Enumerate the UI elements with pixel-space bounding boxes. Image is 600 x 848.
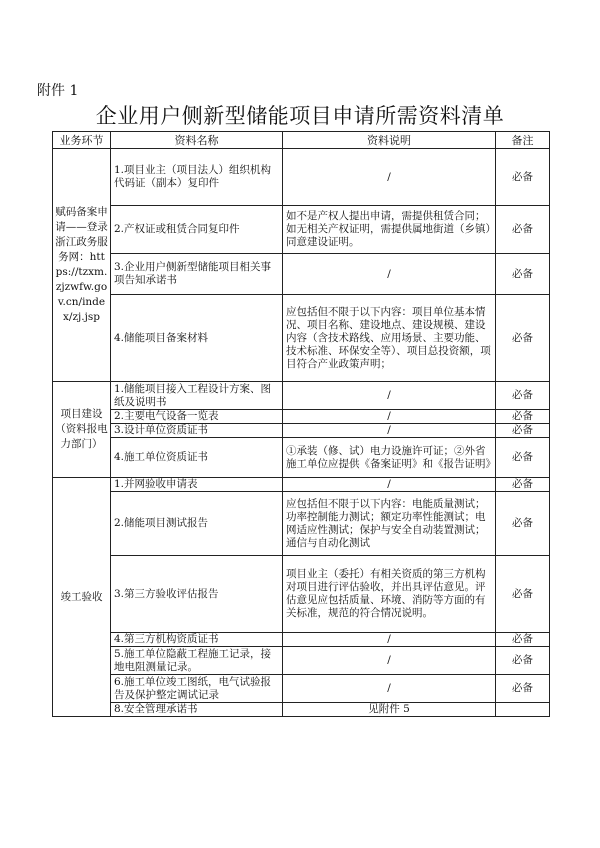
table-row	[53, 633, 550, 647]
stage-cell: 竣工验收	[53, 478, 111, 717]
material-note: 见附件 5	[283, 703, 496, 717]
table-row	[53, 254, 550, 295]
material-name: 6.施工单位竣工图纸，电气试验报告及保护整定调试记录	[111, 675, 283, 703]
remark-cell: 必备	[496, 556, 550, 633]
header-material-name: 资料名称	[111, 132, 283, 149]
remark-cell: 必备	[496, 478, 550, 492]
remark-cell: 必备	[496, 149, 550, 206]
remark-cell: 必备	[496, 206, 550, 254]
remark-cell: 必备	[496, 410, 550, 424]
material-note: /	[283, 424, 496, 438]
table-row	[53, 556, 550, 633]
material-note: /	[283, 675, 496, 703]
material-name: 1.并网验收申请表	[111, 478, 283, 492]
remark-cell	[496, 703, 550, 717]
table-row	[53, 382, 550, 410]
remark-cell: 必备	[496, 647, 550, 675]
table-header-row	[53, 132, 550, 149]
table-row	[53, 438, 550, 478]
material-name: 4.储能项目备案材料	[111, 295, 283, 382]
table-row	[53, 410, 550, 424]
table-row	[53, 206, 550, 254]
remark-cell: 必备	[496, 382, 550, 410]
material-note: /	[283, 647, 496, 675]
remark-cell: 必备	[496, 424, 550, 438]
table-row	[53, 492, 550, 556]
material-note: /	[283, 478, 496, 492]
header-stage: 业务环节	[53, 132, 111, 149]
material-note: /	[283, 149, 496, 206]
material-note: /	[283, 382, 496, 410]
table-row	[53, 675, 550, 703]
material-note: /	[283, 633, 496, 647]
material-name: 1.储能项目接入工程设计方案、图纸及说明书	[111, 382, 283, 410]
material-name: 4.施工单位资质证书	[111, 438, 283, 478]
header-material-note: 资料说明	[283, 132, 496, 149]
material-note: 如不是产权人提出申请，需提供租赁合同；如无相关产权证明，需提供属地街道（乡镇）同意建设证明。	[283, 206, 496, 254]
material-note: /	[283, 410, 496, 424]
material-name: 2.主要电气设备一览表	[111, 410, 283, 424]
document-title: 企业用户侧新型储能项目申请所需资料清单	[95, 104, 505, 128]
material-note: /	[283, 254, 496, 295]
material-name: 2.储能项目测试报告	[111, 492, 283, 556]
materials-table	[52, 131, 550, 717]
material-name: 4.第三方机构资质证书	[111, 633, 283, 647]
table-row	[53, 478, 550, 492]
material-name: 3.设计单位资质证书	[111, 424, 283, 438]
remark-cell: 必备	[496, 254, 550, 295]
table-row	[53, 424, 550, 438]
material-name: 2.产权证或租赁合同复印件	[111, 206, 283, 254]
table-row	[53, 647, 550, 675]
table-row	[53, 149, 550, 206]
remark-cell: 必备	[496, 492, 550, 556]
remark-cell: 必备	[496, 633, 550, 647]
stage-cell: 项目建设（资料报电力部门）	[53, 382, 111, 478]
stage-cell: 赋码备案申请——登录浙江政务服务网：https://tzxm.zjzwfw.gov.cn/index/zj.jsp	[53, 149, 111, 382]
material-note: 项目业主（委托）有相关资质的第三方机构对项目进行评估验收，并出具评估意见。评估意见应包括质量、环境、消防等方面的有关标准，规范的符合情况说明。	[283, 556, 496, 633]
material-note: 应包括但不限于以下内容：电能质量测试；功率控制能力测试；额定功率性能测试；电网适应性测试；保护与安全自动装置测试；通信与自动化测试	[283, 492, 496, 556]
material-note: ①承装（修、试）电力设施许可证；②外省施工单位应提供《备案证明》和《报告证明》	[283, 438, 496, 478]
table-row	[53, 295, 550, 382]
material-name: 1.项目业主（项目法人）组织机构代码证（副本）复印件	[111, 149, 283, 206]
material-name: 3.企业用户侧新型储能项目相关事项告知承诺书	[111, 254, 283, 295]
attachment-label: 附件 1	[37, 83, 79, 99]
header-remark: 备注	[496, 132, 550, 149]
remark-cell: 必备	[496, 675, 550, 703]
material-name: 8.安全管理承诺书	[111, 703, 283, 717]
material-name: 3.第三方验收评估报告	[111, 556, 283, 633]
remark-cell: 必备	[496, 295, 550, 382]
material-name: 5.施工单位隐蔽工程施工记录，接地电阻测量记录。	[111, 647, 283, 675]
remark-cell: 必备	[496, 438, 550, 478]
material-note: 应包括但不限于以下内容：项目单位基本情况、项目名称、建设地点、建设规模、建设内容（含技术路线、应用场景、主要功能、技术标准、环保安全等）、项目总投资额，项目符合产业政策声明；	[283, 295, 496, 382]
table-row	[53, 703, 550, 717]
